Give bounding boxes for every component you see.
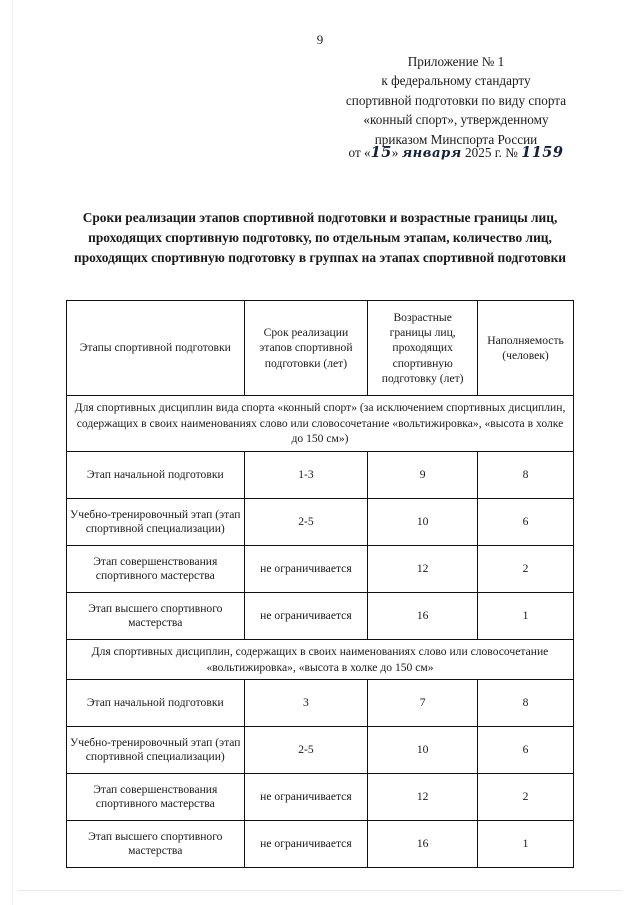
cell-capacity: 8 bbox=[478, 451, 574, 498]
date-quote: » bbox=[391, 145, 399, 160]
cell-capacity: 6 bbox=[478, 727, 574, 774]
handwritten-month: января bbox=[401, 146, 462, 161]
cell-capacity: 8 bbox=[478, 680, 574, 727]
appendix-line-5: приказом Минспорта России bbox=[374, 131, 538, 147]
cell-capacity: 6 bbox=[478, 498, 574, 545]
section-title-1: Для спортивных дисциплин вида спорта «конный спорт» (за исключением спортивных дисциплин, содержащих в своих наименованиях слово или словосочетание «вольтижировка», «высота в холке до 150 см») bbox=[67, 396, 574, 452]
table-row bbox=[67, 680, 574, 727]
date-prefix: от « bbox=[348, 145, 371, 160]
table-header-row bbox=[67, 301, 574, 396]
cell-capacity: 1 bbox=[478, 821, 574, 868]
cell-stage: Учебно-тренировочный этап (этап спортивной специализации) bbox=[67, 498, 245, 545]
cell-capacity: 2 bbox=[478, 774, 574, 821]
table-row bbox=[67, 592, 574, 639]
cell-age: 10 bbox=[368, 727, 478, 774]
date-year: 2025 г. № bbox=[465, 145, 518, 160]
cell-duration: 2-5 bbox=[244, 727, 368, 774]
section-row bbox=[67, 639, 574, 679]
header-duration: Срок реализации этапов спортивной подготовки (лет) bbox=[244, 301, 368, 396]
table-row bbox=[67, 727, 574, 774]
table-row bbox=[67, 545, 574, 592]
table-row bbox=[67, 498, 574, 545]
appendix-line-3: спортивной подготовки по виду спорта bbox=[345, 92, 567, 108]
section-row bbox=[67, 396, 574, 452]
handwritten-number: 1159 bbox=[521, 144, 564, 161]
stages-table bbox=[66, 300, 574, 868]
cell-stage: Этап совершенствования спортивного мастерства bbox=[67, 774, 245, 821]
cell-duration: 2-5 bbox=[244, 498, 368, 545]
cell-age: 9 bbox=[368, 451, 478, 498]
page-number: 9 bbox=[316, 32, 324, 47]
cell-duration: не ограничивается bbox=[244, 774, 368, 821]
table-row bbox=[67, 774, 574, 821]
page-title: Сроки реализации этапов спортивной подготовки и возрастные границы лиц, проходящих спортивную подготовку, по отдельным этапам, количество лиц, проходящих спортивную подготовку в группах на этапах спортивной подготовки bbox=[73, 210, 567, 266]
appendix-line-1: Приложение № 1 bbox=[407, 54, 505, 69]
cell-stage: Этап высшего спортивного мастерства bbox=[67, 592, 245, 639]
table-row bbox=[67, 821, 574, 868]
appendix-reference bbox=[306, 52, 606, 149]
scan-edge bbox=[12, 0, 13, 905]
appendix-line-2: к федеральному стандарту bbox=[381, 73, 531, 89]
cell-age: 12 bbox=[368, 545, 478, 592]
cell-stage: Этап высшего спортивного мастерства bbox=[67, 821, 245, 868]
cell-age: 16 bbox=[368, 592, 478, 639]
handwritten-day: 15 bbox=[370, 144, 392, 161]
cell-duration: 3 bbox=[244, 680, 368, 727]
cell-duration: не ограничивается bbox=[244, 592, 368, 639]
cell-age: 16 bbox=[368, 821, 478, 868]
cell-stage: Учебно-тренировочный этап (этап спортивной специализации) bbox=[67, 727, 245, 774]
cell-stage: Этап совершенствования спортивного мастерства bbox=[67, 545, 245, 592]
cell-age: 12 bbox=[368, 774, 478, 821]
order-date-line bbox=[306, 144, 606, 161]
header-stage: Этапы спортивной подготовки bbox=[67, 301, 245, 396]
header-capacity: Наполняемость (человек) bbox=[478, 301, 574, 396]
cell-capacity: 1 bbox=[478, 592, 574, 639]
header-age: Возрастные границы лиц, проходящих спортивную подготовку (лет) bbox=[368, 301, 478, 396]
appendix-line-4: «конный спорт», утвержденному bbox=[363, 112, 549, 128]
cell-duration: не ограничивается bbox=[244, 821, 368, 868]
cell-age: 10 bbox=[368, 498, 478, 545]
section-title-2: Для спортивных дисциплин, содержащих в своих наименованиях слово или словосочетание «вольтижировка», «высота в холке до 150 см» bbox=[67, 639, 574, 679]
cell-duration: не ограничивается bbox=[244, 545, 368, 592]
cell-stage: Этап начальной подготовки bbox=[67, 451, 245, 498]
cell-stage: Этап начальной подготовки bbox=[67, 680, 245, 727]
footer-divider bbox=[18, 890, 622, 891]
cell-age: 7 bbox=[368, 680, 478, 727]
table-row bbox=[67, 451, 574, 498]
cell-duration: 1-3 bbox=[244, 451, 368, 498]
cell-capacity: 2 bbox=[478, 545, 574, 592]
